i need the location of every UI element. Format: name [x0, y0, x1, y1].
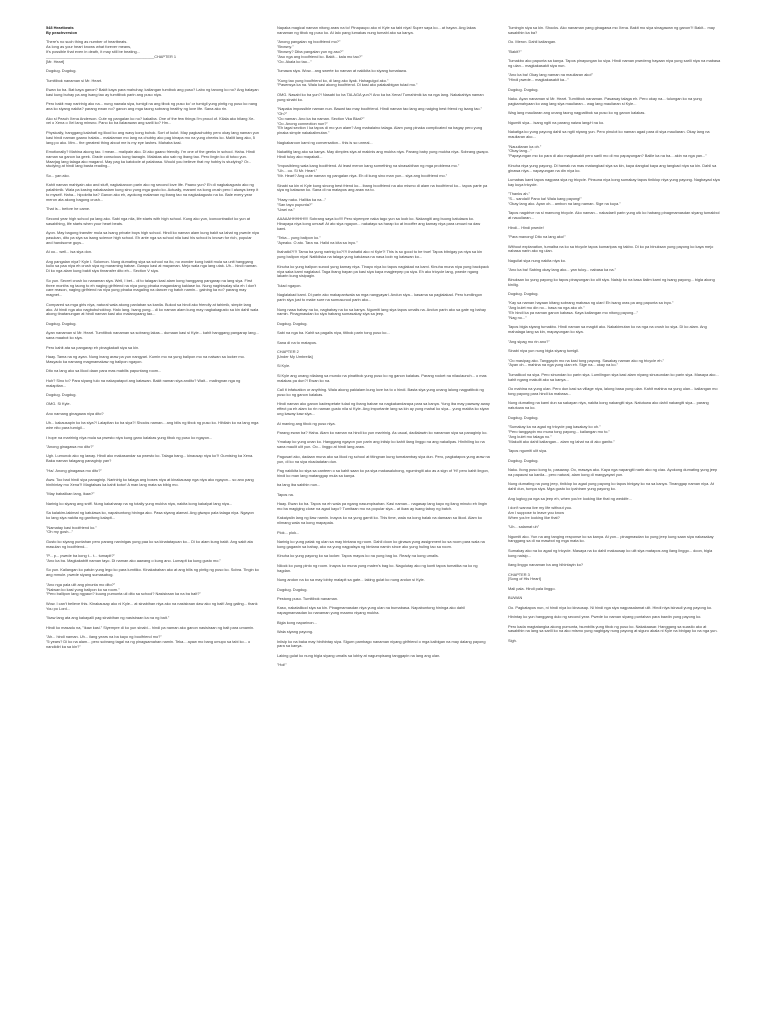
paragraph: Naguilat siya nung nakita niya ko. [508, 257, 566, 263]
paragraph: Pero kahit ata sa pangarap eh pinagkakait siya sa kin. [46, 344, 140, 350]
paragraph: Nakatitig lang ako sa kanya. May dimples siya at makinis ang mukha niya. Parang baby yung mukha niya. Sobrang gwapo. Hindi tuloy ako mapakali... [277, 149, 489, 160]
paragraph: Naku. Ayan nanaman si Mr. Heart. Tumitibok nanaman. Pasaway talaga eh. Pero okay na... tulungan ko na yung pagkamahyaan ko wag lang siya mauliaran... wag lang mauliaran si Kyle... [508, 96, 702, 106]
paragraph: Dugdug. Dugdug. [46, 391, 77, 397]
paragraph: Ilang linggo nanaman ba ang hihintayin ko? [508, 562, 584, 568]
paragraph: Napaka magical naman nitong araw na to! Pinapaupo ako ni Kyle sa tabi niya! Super saya ko... at hayan. Ang lakas nanaman ng tibok ng puso ko. At lalo pang lumakas nung tumabi ako sa kanya. [277, 25, 476, 35]
paragraph: "Namatay kasi boolfriend ko." "Oh my gosh..." [46, 524, 97, 535]
paragraph: Hindi ko masadu na, "ikaw kasi." Siyempre di ko yun sinabi... hindi pa naman ako ganon nasisiraan ng bait para umamin. [46, 624, 255, 630]
paragraph: Nagkakaroon kami ng conversation... this is so unreal... [277, 139, 373, 145]
paragraph: Narinig ko yung patak ng ulan sa may bintana ng room. Dahil doon ko ginawa yung assignment ko sa room para wala na kong gagawin sa bahay, ako na yung nagpalsya ng bintana namin since ako yung huling tao sa room. [277, 539, 485, 549]
document-title: 548 Heartbeats By peachversion [46, 25, 78, 35]
paragraph: CHAPTER 2 [Under My Umbrella] [277, 349, 313, 359]
text-column-left [46, 26, 259, 654]
paragraph: Ngumiti siya... isang ngiti na parang naiwa lang/ri na ko. [508, 119, 605, 125]
paragraph: I don't wanna live my life without you. Am I suppose to leave you know When you're looking like that? [508, 504, 573, 520]
paragraph: "Kay sa naman hayaan kitang sobrang mabasa ng ulan! Eh isang oras pa ang papunta sa inyo." "Ang kulet mo din no... basa na nga ako oh." "Eh hindi ka pa naman ganon kabasa. Kaya kailangan mo nitong payong..." "Nag no..." [508, 300, 674, 320]
paragraph: Sinabi sa kin ni Kyle kung sinong best friend ko... ibang boolfriend na ako mismo di alam na boolfriend ko... tapos parte pa siya ng katawan ko. Sana di na matapos ang araw na to. [277, 182, 488, 193]
paragraph: Without explanation, tumalba na ko sa tricycle tapos kumaripas ng takbo. Di ko pa binuksan yung payong ko kaya mejo nabasa narin ako ng ulan. [508, 243, 714, 254]
paragraph: "Nauuliaran ka oh." "Okay lang..." "Papayungan mo ko para di ako magkasakit pero sarili mo di mo papayungan? Balile ka na ba... akin na nga yan..." [508, 143, 707, 159]
paragraph: I hope na maririnig niya mula sa pwesto niya kung gano kalakas yung tibok ng puso ko ngayon... [46, 434, 213, 440]
paragraph: Ako si Peach Xena Anderson. Cute ng pangalan ko no? kakaiba. One of the few things I'm proud of. Kilala ako bilang Xe-xei o Xena o Xei lang minsno. Pano ko ba ilalarawan ang sarili ko? Hm... [46, 115, 255, 126]
paragraph: Kinuha ko yung balipon sunod yung kamay niya. Tinayo niya ko tapos naglakad na kami. Kinuha muna niya yung backpack niya saka kami naglakad. Taga ibang bayan pa kasi siya kaya magjeepep pa siya. Eh ako tricycle lang, pwede ngang lakarin kung sisipagin. [277, 263, 489, 279]
paragraph: Naku. Itong puso kong to, pasaway. Oo, masaya ako. Kaya nga napangiti narin ako ng ciao. Ayokong dumating yung jeep na papauwi sa kanila... pero natural, alam kong di mangyayari yun. [508, 466, 718, 477]
paragraph: Narinig ko siyang ang sniff. Nung kakaharap na ng totally yung mukha niya, nakita kong kakalyat lang niya... [46, 500, 233, 506]
paragraph: At oo... well... isa siya don. [46, 249, 93, 255]
paragraph: Sumakay ako na ko agad ng tricycle. Masaya na ko dahil makausap ko ulit siya matapos ang ilang linggo... doon, bigla kong naisip... [508, 547, 713, 558]
paragraph: Nilock ko yung pinto ng room. Inayos ko muna yung malen's bag ko. Nagulutay ako ng konti tapos tumatika na ko ng hagdan. [277, 562, 478, 573]
paragraph: Hindi naman ako ganon kadespetate tulad ng ibang babae na nagkakandarapa para sa kanya. Yung iba may pawway away effect pa eh alam ko rin naman gusto nila si Kyle. Ang importante lang sa kin ay yung mahal ko siya... yung makita ko siyan ung kaway kaw siya... [277, 401, 490, 417]
paragraph: Nung dumating na kami dun sa sakayan niya, nakita kong nakangiti siya. Natutuwa ako dahil nakangiti siya... parang natutuwa na ko. [508, 400, 709, 411]
paragraph: Bigla kong naparinon... [277, 619, 317, 625]
paragraph: Dugdug. Dugdug. [508, 291, 539, 296]
paragraph: Oo. Meron. Dahil kailangan. [508, 39, 557, 45]
paragraph: BUWAN [508, 595, 523, 601]
paragraph: Wag lang mauliaran ang unang taong nagpatibok sa puso ko ng ganon kalakas. [508, 110, 646, 116]
paragraph: "Haay nako. Hallika ka na..." "San tayo pupunta?" "Uwei na." [277, 196, 327, 212]
paragraph: "Oo masipag ako. Tanggapin mo na kasi tong payong. Sasakay naman ako ng tricycle eh." "Ayan oh... mahina na nga yung ulan eh. Sige na... okay na ko." [508, 357, 665, 368]
paragraph: Ewan ko ba. Bat kaya ganon? Bakit kaya para mahuhay, kailangan tumibok ang puso? Labo ng tanong ko no? Ang balayan kasi kung buhay pa ang isang tao ay tumitibok parin ang puso niya. [46, 86, 259, 97]
paragraph: CHAPTER 3 [Song of His Heart] [508, 571, 541, 582]
paragraph: Laking gulat ko nung bigla siyang umalis sa lobby at nagumpisang tanggapin na lang ang ulan. [277, 652, 441, 658]
paragraph: OMG. Si Kyle. [46, 401, 71, 407]
paragraph: Kinuha ko yung payong ko sa locker. Tapos mayos ko na yung bag ko. Ready na kong umalis. [277, 553, 439, 559]
paragraph: Dito na lang ako sa likod daan para mas mabilis papuntang room... [46, 368, 162, 374]
paragraph: Huh? Sino to? Para siyang tulo na nakapatapot ang katawan. Bakit naman siya andito? Wait... malingnan nga ng malapitan... [46, 377, 241, 388]
text-column-right [508, 26, 721, 648]
paragraph: Emotionally? Mahina akong tao. I mean... malipain ako. Di ako gaano friendly. I'm one of the geeks in school. Haha. Hindi naman sa ganon ka geek. Grade conscious kung tawagin. Malakas ako sab ng ibang tao. Pero lingin ko di totoo yun. Maarjag lang talaga ako magarol. May pag ka katolode at palabasa. Would you believe that my hobby is studying? Or... studying at hindi lang basta reading... [46, 148, 255, 169]
paragraph: Nung andon na ko sa may lobby malapit sa gate... laking gulat ko nung andun si Kyle. [277, 577, 425, 583]
paragraph: So yun. Kailangan ko patuin yung lego ko para lumitiko. Kinakabahan ako at ang bilis ng pintig ng puso ko. Sobra. Tingin ko ang mmule. pwede siyang sumasabog. [46, 567, 259, 578]
paragraph: Pag nakikita ko siya sa canteen o sa kahit saan ko pa siya makasalubong, ngumingiti ako as a sign of 'Hi' pero kahit lingon, hindi ko man lang matanggap mula sa kanya. [277, 467, 489, 478]
paragraph: "Napaka impossible naman nun. Bawat tao may boolfriend. Hindi naman tao lang ang naiging best friend ng isang tao." "Oh?" "Oo naman. Ano ka ba naman. Section Vka Bkat?" "Oo. Anong connection nun?" "Eh lagai section I ka tapos di mo yun alam? Ang mabalaino talaga. Alam yung pinaka complicated na bagay pero yung pinaka simple nakakalimutan." [277, 106, 483, 136]
paragraph: Sa kalakim-lakimat ng katulawa ko, napabuntong hininga ako. Pasa siyang alamat. Ang giwapo pala talaga niya. Ngayon ko lang siya nakita ng ganitong kalapit... [46, 510, 254, 521]
paragraph: "Teka... yung balipon ko." "Ayeako. O ato. Tara na. Halid na kita sa inyo." [277, 235, 358, 245]
paragraph: Ymakap ko yung unan ko. Hanggang ngayon yun parin ang iniisip ko kahit ilang linggo na ang nakalipas. Hinihiling ko na sana maulit ulit yun. Oo... linggo at hindi lang araw. [277, 439, 485, 450]
paragraph: Dugdug. Dugdug. [508, 86, 539, 92]
paragraph: Ihahatid?!?! Tama ba yung narinig ko?!?! Ihahatid ako ni Kyle?! This is so good to be true! Tapos bitnigay pa niya sa kin yung balipon niya! Natildiska na talaga yung katulawa na nasa loob ng katawan ko... [277, 249, 483, 260]
paragraph: Tapos bigla siyang tumakbo. Hindi naman sa magkit ako. Nakakimutan ko na nga na crush ko siya. Di ko alam. Ang mahalaga lang sa kin, mapayungan ko siya. [508, 324, 707, 335]
paragraph: Ayan nanaman si Mr. Heart. Tumitibok nanaman sa sobrang lakas... dumaan kasi si Kyle... kahit hanggang pangarap lang... sana maabot ko siya. [46, 330, 259, 341]
paragraph: Tumakbo ako papunta sa kanya. Tapos pinayungan ko siya. Hindi naman pwedeng hayaan niya yung sarili niya na mabasa ng ulan... magkakasakit siya nun. [508, 58, 721, 68]
paragraph: Aww. Too bad hindi siya panaginip. Narinirig ko talaga ang boses niya at kinakausap nga niya ako ngayon... so ano pang hinihintay mo Xena?! Magtalsas ka kahit kotor! A man lang mata sa bibig mo. [46, 477, 254, 487]
paragraph: At maning ang tibok ng puso niya. [277, 420, 336, 426]
paragraph: "Sumakay ka na agad ng tricycle pag kasakay ko oh." "Pero tanggapin mo muna tong payong... kailangan mo to." "Ang kulet mo talaga no." "Makulit ako dahil kailangan... alam ng lahat na di ako ganito." [508, 424, 615, 444]
paragraph: Si Kyle. [277, 363, 291, 369]
paragraph: Ano namang ginagawa niya dito? [46, 410, 104, 416]
paragraph: "Bakit?" [508, 48, 522, 54]
paragraph: Hindi... Hindi pwede! [508, 224, 544, 230]
paragraph: Sinabi niya yun nung bigla siyang tumigil. [508, 348, 580, 354]
paragraph: Wow. I can't believe this. Kinakausap ako ni Kyle... at sinabihan niya ako na nasisiraan daw ako ng bait! Ang galing... thank You po Lord... [46, 600, 258, 611]
paragraph: Tapos nagdrive na si mamong tricycle. Ako naman... nakadaeli parin yung utk ko habang pinagmamasdan siyang tumakbol at nauuliaran... [508, 210, 720, 221]
paragraph: Pero bakit may naririnig ako na... nung nawala siya, tumigil na ang tibok ng puso ko' or tumigil yung pintig ng puso ko nang ana ko siyang nakita? parang ewan no? ganon ang mga taong sobrang healthy ng love life. Sana ako rin. [46, 101, 258, 112]
paragraph: Binuksan ko yung payong ko tapos pinayungan ko ulit siya. Naisip ko na kasa ilalim kami ng isang payong... bigla akong kinilig. [508, 276, 715, 287]
paragraph: Tulad ngayon. [277, 282, 302, 288]
paragraph: "Ano ka ba! Sabing okay lang ako... yan tuloy... nabasa ka na." [508, 267, 617, 273]
paragraph: Ayon. May bagong transfer mula sa isang private boys high school. Hindi ko naman alam kung bakit sa lahat ng pwede niya pasukan, dito pa siya sa isang science high school. Eh ante nga sa school nila kasi his school is known for rich, popular and handsome guys... [46, 230, 259, 245]
paragraph: Tumingin siya sa kin. Shocks. Ako nanaman yang ginagawa mo Xena. Bakit mo siya sinagawan ng ganon?! Bakit... may sasabihin ka ba? [508, 25, 715, 35]
paragraph: Kahit naman mahiyain ako and stuff, nagkakaroon parin ako ng second love life. Paano yun? Eh di nagkakagusto ako ng palaihimik. Wala pa kasing nakakaalam kung sino yung mga gusto ko. Actually, marami na kong crush pero I always keep it to myself. Haha... hipokrita ba? Ganon ako eh, ayokong malaman ng ibang tao na nagkakagusto na ko. Bale every year meron ata akong bagong crush... [46, 182, 259, 202]
paragraph: So yun. Secret crush ko nanaman siya. Well, I bet... di to talagan kasi alam kong hanggang pangarap na lang siya. First three months ng taong to eh naging girlfriend na niya yung pinaka magandang kaklase ko. Nung naghiwalay sila eh I don't care reason, naging girlfriend na niya yung pinaka magaling na dancer ng batch namin... gaining ka no? parang may magnet... [46, 277, 257, 298]
paragraph: Dugdug. Dugdug. [508, 457, 539, 463]
paragraph: Nung nasa bahay na ko, nagbabay na ko sa kanya. Ngumiti lang siya tapos umalis na. Andun parin ako sa gate ng bahay namin. Pinagmasdan ko siya habang sumasakay siya sa jeep. [277, 306, 486, 317]
paragraph: Compared sa mga girls niya, natural wala akong panlaban sa kanila. Bukod sa hindi ako friendly at tahimik, simple lang ako. At hindi nga ako nagbubuhokboy. Halo lang. Isang yung... di ko naman alam kung may nagkakagusto sa kin dahil wala akong tinatanungan at hindi naman kasi ako malaroyaang tao... [46, 301, 259, 317]
paragraph: Dugdug. Dugdug. [46, 68, 77, 74]
paragraph: There's no such thing as number of heartbeats. As long as your heart knows what forever means, It's possible that even in death, it may still be beating... __________________________________________________CHAPTER 1 [Mr. Heart] [46, 39, 177, 64]
paragraph: Tapos ngumiti ulit siya. [508, 448, 548, 454]
text-column-middle [277, 26, 490, 673]
paragraph: "Anong ginagawa mo dito?" [46, 444, 94, 449]
paragraph: Gusto ko siyang puntahan pero parang naninigas yung paa ko sa kinatatayuan ko... Di ko alam kung bakit. Ang sakit ata masulan ng boolfriend... [46, 538, 253, 549]
paragraph: Physically, hanggang kalahati ng likod ko ang wavy kong buhok. Sort of kulot. May pagkachubby pero okay lang naman yun kasi hindi naman gaano halata... malalaman mo lang na chubby ako pag kinapa mo na yung cheeks ko. Maliit lang ako, 5 lang po ako. Mm... the greatest thing about me is my eye lashes. Mahaba kasi. [46, 129, 259, 145]
paragraph: Oo mahina na yung ulan. Pero dun kasi sa village niya, lalong basa yung ulan. Kahit mahina na yung ulan... kailangan mo tong payong para hindi ka mabasa... [508, 386, 718, 396]
paragraph: So... yan ako. [46, 172, 70, 178]
paragraph: Wala siyang payong. [277, 629, 313, 635]
paragraph: Pero kada magtatangka akong pumunta, tsumbilis yung tibok ng puso ko. Nakakaasar. Hanggang sa suasilo ako at sasabihin na lang sa sarili ko na ako mismo yung nagbigay nung payong at siguro akala ni Kyle na binigay ko na nga yun. [508, 623, 718, 634]
paragraph: Iniisip ko na baka may hinihintay siya. Sigurn pambago nanaman niyang girlfriend o mga kaibigan na may dalang payong para sa kanya. [277, 638, 486, 649]
paragraph: "Impusibleng wala kang boolfriend. At least meron kang something na sinasabihan ng mga problema mo." "Uh... oo. Si Mr. Heart." "Mr. Heart? Ang cute naman ng pangalan niya. Eh di kung sino man yun... siya ang boolfriend mo." [277, 163, 460, 179]
paragraph: "Ano nga pala ulit ang pinunta mo dito?" "Naiwan ko kasi yung balipon ko sa room." "Pero ballipon lang ngyaun? kuung pumunta uli dito sa school? Nasisiraan ka na ba bait?" [46, 581, 201, 597]
paragraph: "May babalikan lang, ikaw?" [46, 491, 95, 497]
paragraph: Dugdug. Dugdug. [508, 414, 539, 420]
paragraph: That is... before he came. [46, 206, 91, 212]
paragraph: "Ano ka ba! Okay lang naman na mauliaran ako!" "Hindi pwede... magkakasakit ka..." [508, 72, 593, 83]
paragraph: Mali pala. Hindi pala linggo. [508, 585, 556, 591]
paragraph: "Ha/. Anong ginagawa mo dito?" [46, 467, 102, 473]
paragraph: Ang lugtog pa nga sa jeep eh, when you're looking like that ng weddfe... [508, 495, 632, 501]
paragraph: "P... p... pwede ba kong t... t... tumapit?" "Ano ka ba. Magkakabitt naman tayo. Di naman ako aawang o kung ano. Lumapit ka kung gusto mo." [46, 553, 221, 563]
paragraph: Ugh. Lumunok ako ng laway. Hindi ako makasandar sa pwesto ko. Talaga bang... kinausap niya ko?! Gumising ka Xena. Baka naman talagang panaginip yan? [46, 453, 254, 464]
paragraph: Sabi na nga ba. Kahit sa pagalis niya, titibok parin tong puso ko... [277, 330, 390, 336]
paragraph: AAAAAHHHHH!!!! Sobrang saya ko!!!! Pero siyempre naka tago yun sa loob ko. Nakangiti ang buong katulawa ko. Hinayaya niya kong umuwi! At ato siya ngayon... nakatayo sa harap ko at inooffer ang kamay niya para umuwi na daw kami. [277, 216, 481, 231]
paragraph: Si Kyle ang unang nilalang sa mundo na pinatibok yung puso ko ng ganon kalakas. Parang rocket na nilaulaunch... o mas malakas pa dun?! Ewan ko na. [277, 372, 487, 383]
paragraph: Parang ewan ba? Haha. Alam ko naman na hindi ko yun maririnig. As usual, dadlalawin ko nanaman siya sa panaginip ko. [277, 429, 488, 435]
paragraph: Dugdug. Dugdug. [277, 320, 308, 326]
paragraph: "Para manong! Dito na lang ako!" [508, 234, 566, 240]
paragraph: Lumabas kami tapos nagpara siya ng tricycle. Pinsuna niya kong sumakay tapos tiniklop niya yung payong. Nagbayad siya kay kuya tricycle. [508, 177, 720, 187]
paragraph: Sana di na to matapos. [277, 339, 318, 345]
paragraph: Tumawa siya. Wow... ang swerte ko naman at nakikita ko siyang tumatawa. [277, 68, 407, 74]
paragraph: "Hoi!" [277, 662, 287, 668]
paragraph: OMG. Nasabi ko ba yun?! Nasabi ko ba TALAGA yun?! Ano ka ba Xena! Tumahimik ka na nga lang. Nakakahiya naman yung sinabi ko. [277, 91, 484, 102]
paragraph: Ngumiti ako. Yun na ang tanging response ko sa kanya. At yon... pinagmasdan ko yung jeep kung saan siya nakasakay hanggang sa di na mawbot ng mga mata ko. [508, 533, 714, 544]
paragraph: Tapos na. [277, 491, 294, 497]
paragraph: Call it infatuation or anything. Wala akong pakialam kung love ba to o hindi. Basta siya yung unang lalong nagpatibok ng puso ko ng ganon kalakas. [277, 387, 484, 397]
paragraph: Second year high school pa lang ako. Sabi nga nila, life starts with high school. Kung ako yun, iconcontradict ko yun at sasabihing, life starts when your heart beats. [46, 215, 250, 226]
paragraph: Tumalikod na siya. Pero sinundan ko parin siya. Lumilingon siya kasi alam niyang sinusundan ko parin siya. Masaya ako... kahit ngang makulit ako sa kanya... [508, 371, 719, 382]
paragraph: Dugdug. Dugdug. [277, 586, 308, 592]
paragraph: Sigh. [508, 637, 517, 643]
paragraph: ba lang iba sabihin nun... [277, 482, 321, 488]
paragraph: Kaso, nakatalikod siya sa kin. Pinagmamasdan niya yung ulan na bumabasa. Napabuntong hininga ako dahil napagmamasdan ko nanaman yung maamo niyang mukha. [277, 605, 465, 616]
paragraph: Haay. Tama na ng ayan. Nung inang araw pa yun nangyari. Kumin mo na yung balipon mo na naiwan sa locker mo. Masyado ka namang magmamakaw ng balipon ngayon. [46, 353, 245, 364]
paragraph: Uh... kakausapin ko ba siya?! Lalapitan ko ba siya?! Shocks naman... ang bilis ng tibok ng puso ko. Hihilain ko na lang mga wire nito para tumigil... [46, 420, 259, 431]
paragraph: "Kung tao yung boolfriend ko, di lang ako iiyak. Hahagulgol ako." "Pasensya ka na. Wala kasi akong boolfriend. Di kasi ako palakaibigan tulad mo." [277, 77, 418, 88]
paragraph: Plok... plok... [277, 529, 300, 535]
paragraph: Ang pangalan niya? Kyle I. Solomon. Nung dumating siya sa school na ito, no wonder kung bakit mula sa unit hanggang kulio sa paa niya eh crush siya ng maraming babae. Gwapo kasi at mayaman. Mejo wala nga lang utak. Uh... hindi naman. Di ko nga alam kung bakit siya tinransfer dito eh... Section V siya. [46, 258, 258, 274]
paragraph: Naglalakad kami. Di parin ako makapaniwala sa mga nangyayari. Andun siya... kasama sa paglalakad. Pero tumilingon parin siya just to make sure na sumusunod parin ako... [277, 292, 483, 303]
paragraph: Kinuha niya yung payong. Di hamak na mas matangkad siya sa kin, kaya dangkal kaya ang tangkad niya sa kin. Dahil sa ginawa niya... napayungan na din niya ko. [508, 162, 717, 173]
paragraph: "Uh... salamat uh" [508, 524, 540, 530]
paragraph: "Ang sipag mo rin ano?" [508, 338, 550, 344]
paragraph: Pagusari ako, dadaan muna ako sa likod ng school at titingnan kung tumatambay siya dun. Pero, pagkatapos yung araw na yun, di ko na siya nkadadatan dun. [277, 453, 490, 464]
paragraph: "Anong pangalan ng boolfriend mo?" "Browny." "Browny? Diba pangalan yun ng aso?" "Aso nga ang boolfriend ko. Bakit... kala mo tao?" "Oo. Akala ko tao..." [277, 39, 363, 64]
paragraph: Nakatiga ko yung payong dahil sa ngiti niyang yun. Pero pinulot ko naman agad para di siya mauliaran. Okay lang na mauliaran ako... [508, 129, 710, 140]
paragraph: Kakaiyalin lang ng ilaw namin. Inayos ko na yung garnit ko. This time, wala na kong balak na damaan sa likod. Alam ko niimang wala na kong mapapala. [277, 515, 482, 526]
paragraph: "Ikaw lang ata ang kakayalli pag sinabihan ng nasisiraan ka na ng bait." [46, 615, 170, 621]
paragraph: Oo. Pagkatapos nun, ni hindi niya ko kinausap. Ni hindi nga siya nagpasalamat ulit. Hindi niya isinauli yung payong ko. [508, 604, 713, 610]
paragraph: Haay. Ewan ko ba. Tapos na eh wala pa ngang nasumpisahan. Kasi naman... nagasap lang kayo ng ilang minuto eh lingin mo ba magiging close na agad kayo? Tumitaan mo na popular siya... at ikaw ay isang taboy ng batch. [277, 501, 488, 511]
paragraph: Hinintay ko yun hanggang dulo ng second year. Pwede ko naman siyang puntahan para bawiin yung payong ko. [508, 614, 702, 620]
paragraph: Nung dumating na yung jeep, tiniklop ko agad yung payong ko tapos binigay ko na sa kanya. Tinanggap naman niya. At dahil dun, tumpa siya. Mga gusto ko ipahiram yung payong ko. [508, 481, 714, 492]
paragraph: Dugdug. Dugdug. [46, 320, 77, 326]
paragraph: "Ah... hindi naman. Uh... ilang years na ba kayo ng boolfriend mo?" "5 years? Di ko na alam... pero sobrang tagal na ng pinagsamahan namin. Teka... ayaw mo bang umupo sa tabi ko... o nandidiri ka sa kin?" [46, 634, 251, 649]
paragraph: Pestong puso. Tumitibok nanaman. [277, 596, 338, 601]
paragraph: "Thanks ah." "S... sandali! Pano ka! Wala kang payong!" "Okay lang ako. Ayan oh... ambon na lang naman. Sige na kuya." [508, 191, 621, 206]
paragraph: Tumitibok nanaman si Mr. Heart. [46, 77, 103, 83]
